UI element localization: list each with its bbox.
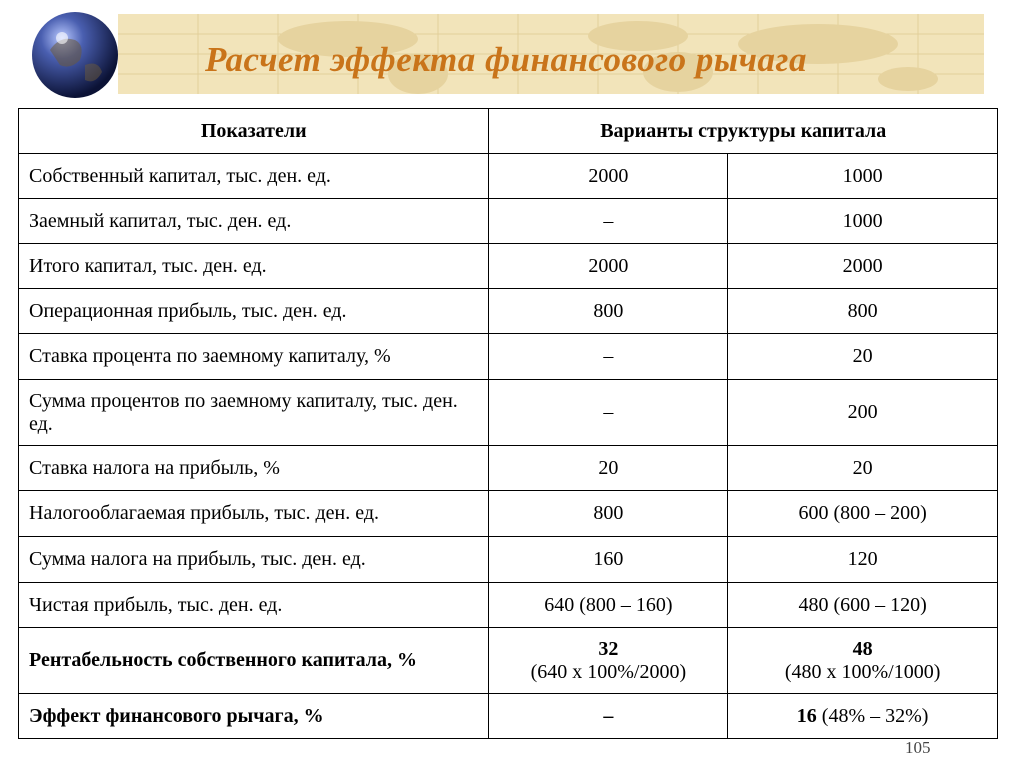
table-row xyxy=(19,380,998,446)
leverage-label: Эффект финансового рычага, % xyxy=(19,694,489,739)
header-variants: Варианты структуры капитала xyxy=(489,109,998,154)
roe-variant-1-value: 32 xyxy=(598,637,619,660)
value-variant-1: – xyxy=(489,199,728,244)
value-variant-2: 800 xyxy=(728,289,998,334)
roe-label: Рентабельность собственного капитала, % xyxy=(19,628,489,694)
header-indicators: Показатели xyxy=(19,109,489,154)
roe-variant-1-formula: (640 х 100%/2000) xyxy=(530,660,687,683)
leverage-variant-2-formula: (48% – 32%) xyxy=(816,704,929,727)
row-label: Чистая прибыль, тыс. ден. ед. xyxy=(19,583,489,628)
value-variant-1: 2000 xyxy=(489,154,728,199)
roe-variant-2-formula: (480 х 100%/1000) xyxy=(784,660,941,683)
table-row xyxy=(19,289,998,334)
roe-variant-2 xyxy=(728,628,998,694)
value-variant-1: 20 xyxy=(489,446,728,491)
roe-variant-1 xyxy=(489,628,728,694)
leverage-variant-1: – xyxy=(489,694,728,739)
value-variant-1: – xyxy=(489,334,728,380)
table-row xyxy=(19,154,998,199)
leverage-row xyxy=(19,694,998,739)
value-variant-2: 480 (600 – 120) xyxy=(728,583,998,628)
slide-title: Расчет эффекта финансового рычага xyxy=(205,40,807,79)
header-row xyxy=(19,109,998,154)
leverage-variant-2-value: 16 xyxy=(796,704,817,727)
page-number: 105 xyxy=(905,738,931,757)
table-row xyxy=(19,334,998,380)
leverage-table xyxy=(18,108,998,739)
table-row xyxy=(19,244,998,289)
value-variant-1: 640 (800 – 160) xyxy=(489,583,728,628)
row-label: Собственный капитал, тыс. ден. ед. xyxy=(19,154,489,199)
row-label: Сумма налога на прибыль, тыс. ден. ед. xyxy=(19,537,489,583)
value-variant-2: 1000 xyxy=(728,154,998,199)
table-row xyxy=(19,537,998,583)
value-variant-2: 2000 xyxy=(728,244,998,289)
value-variant-1: – xyxy=(489,380,728,446)
value-variant-2: 600 (800 – 200) xyxy=(728,491,998,537)
value-variant-2: 200 xyxy=(728,380,998,446)
table-row xyxy=(19,199,998,244)
value-variant-2: 1000 xyxy=(728,199,998,244)
row-label: Операционная прибыль, тыс. ден. ед. xyxy=(19,289,489,334)
table-row xyxy=(19,446,998,491)
row-label: Итого капитал, тыс. ден. ед. xyxy=(19,244,489,289)
value-variant-1: 800 xyxy=(489,491,728,537)
roe-variant-2-value: 48 xyxy=(852,637,873,660)
row-label: Налогооблагаемая прибыль, тыс. ден. ед. xyxy=(19,491,489,537)
row-label: Ставка налога на прибыль, % xyxy=(19,446,489,491)
value-variant-1: 800 xyxy=(489,289,728,334)
value-variant-1: 2000 xyxy=(489,244,728,289)
globe-icon xyxy=(30,10,120,100)
leverage-variant-2 xyxy=(728,694,998,739)
row-label: Ставка процента по заемному капиталу, % xyxy=(19,334,489,380)
value-variant-2: 120 xyxy=(728,537,998,583)
value-variant-2: 20 xyxy=(728,446,998,491)
roe-row xyxy=(19,628,998,694)
table-row xyxy=(19,491,998,537)
table-row xyxy=(19,583,998,628)
row-label: Заемный капитал, тыс. ден. ед. xyxy=(19,199,489,244)
row-label: Сумма процентов по заемному капиталу, тыс. ден. ед. xyxy=(19,380,489,446)
value-variant-2: 20 xyxy=(728,334,998,380)
value-variant-1: 160 xyxy=(489,537,728,583)
